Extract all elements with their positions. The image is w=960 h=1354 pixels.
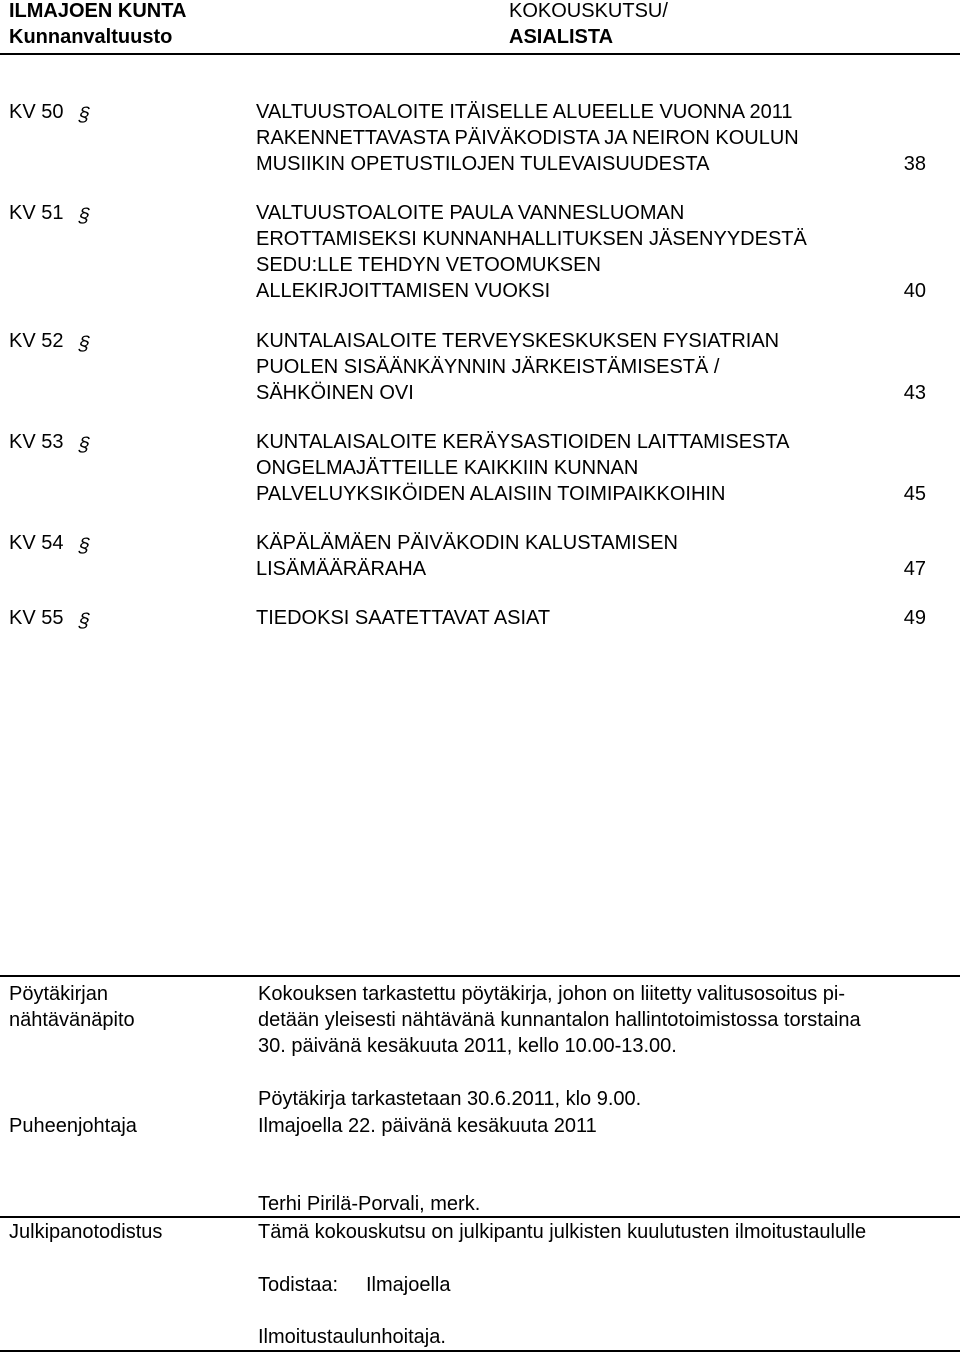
certify-label: Todistaa: — [258, 1274, 339, 1296]
svg-text:§: § — [75, 610, 93, 632]
svg-text:§: § — [75, 205, 93, 227]
item-page-number: 43 — [903, 382, 926, 404]
minutes-divider — [0, 975, 960, 977]
item-title: TIEDOKSI SAATETTAVAT ASIAT — [256, 607, 551, 629]
municipality-name: ILMAJOEN KUNTA — [9, 0, 187, 22]
section-sign-icon — [75, 330, 102, 356]
minutes-text-line-1: Kokouksen tarkastettu pöytäkirja, johon on liitetty valitusosoitus pi- — [258, 983, 845, 1005]
item-page-number: 45 — [903, 483, 926, 505]
section-sign-icon — [75, 431, 102, 457]
svg-text:§: § — [75, 104, 93, 126]
document-subtype: ASIALISTA — [509, 26, 614, 48]
publication-text: Tämä kokouskutsu on julkipantu julkisten kuulutusten ilmoitustaululle — [258, 1221, 867, 1243]
minutes-text-line-3: 30. päivänä kesäkuuta 2011, kello 10.00-13.00. — [258, 1035, 677, 1057]
header-divider — [0, 53, 960, 55]
svg-text:§: § — [75, 333, 93, 355]
svg-text:§: § — [75, 535, 93, 557]
minutes-text-line-2: detään yleisesti nähtävänä kunnantalon hallintotoimistossa torstaina — [258, 1009, 861, 1031]
item-title: KUNTALAISALOITE TERVEYSKESKUKSEN FYSIATRIAN PUOLEN SISÄÄNKÄYNNIN JÄRKEISTÄMISESTÄ / SÄHKÖINEN OVI — [256, 330, 780, 404]
section-sign-icon — [75, 202, 102, 228]
item-number: KV 52 — [9, 330, 64, 352]
item-number: KV 53 — [9, 431, 64, 453]
document-type: KOKOUSKUTSU/ — [509, 0, 668, 22]
council-name: Kunnanvaltuusto — [9, 26, 173, 48]
publication-divider — [0, 1216, 960, 1218]
item-title: KUNTALAISALOITE KERÄYSASTIOIDEN LAITTAMISESTA ONGELMAJÄTTEILLE KAIKKIIN KUNNAN PALVELUYKSIKÖIDEN ALAISIIN TOIMIPAIKKOIHIN — [256, 431, 790, 505]
item-title: VALTUUSTOALOITE ITÄISELLE ALUEELLE VUONNA 2011 RAKENNETTAVASTA PÄIVÄKODISTA JA NEIRON KOULUN MUSIIKIN OPETUSTILOJEN TULEVAISUUDESTA — [256, 101, 799, 175]
item-page-number: 38 — [903, 153, 926, 175]
section-sign-icon — [75, 101, 102, 127]
section-sign-icon — [75, 532, 102, 558]
item-page-number: 47 — [903, 558, 926, 580]
minutes-check-text: Pöytäkirja tarkastetaan 30.6.2011, klo 9.00. — [258, 1088, 642, 1110]
item-page-number: 49 — [903, 607, 926, 629]
board-keeper: Ilmoitustaulunhoitaja. — [258, 1326, 446, 1348]
svg-text:§: § — [75, 434, 93, 456]
chair-label: Puheenjohtaja — [9, 1115, 137, 1137]
item-number: KV 51 — [9, 202, 64, 224]
minutes-label-2: nähtävänäpito — [9, 1009, 135, 1031]
minutes-label: Pöytäkirjan — [9, 983, 108, 1005]
section-sign-icon — [75, 607, 102, 633]
publication-label: Julkipanotodistus — [9, 1221, 163, 1243]
item-title: VALTUUSTOALOITE PAULA VANNESLUOMAN EROTTAMISEKSI KUNNANHALLITUKSEN JÄSENYYDESTÄ SEDU:LLE TEHDYN VETOOMUKSEN ALLEKIRJOITTAMISEN VUOKSI — [256, 202, 807, 302]
chair-signature: Terhi Pirilä-Porvali, merk. — [258, 1193, 481, 1215]
certify-place: Ilmajoella — [366, 1274, 451, 1296]
chair-place-date: Ilmajoella 22. päivänä kesäkuuta 2011 — [258, 1115, 597, 1137]
item-page-number: 40 — [903, 280, 926, 302]
item-number: KV 54 — [9, 532, 64, 554]
item-number: KV 50 — [9, 101, 64, 123]
item-title: KÄPÄLÄMÄEN PÄIVÄKODIN KALUSTAMISEN LISÄMÄÄRÄRAHA — [256, 532, 678, 580]
bottom-divider — [0, 1350, 960, 1352]
item-number: KV 55 — [9, 607, 64, 629]
